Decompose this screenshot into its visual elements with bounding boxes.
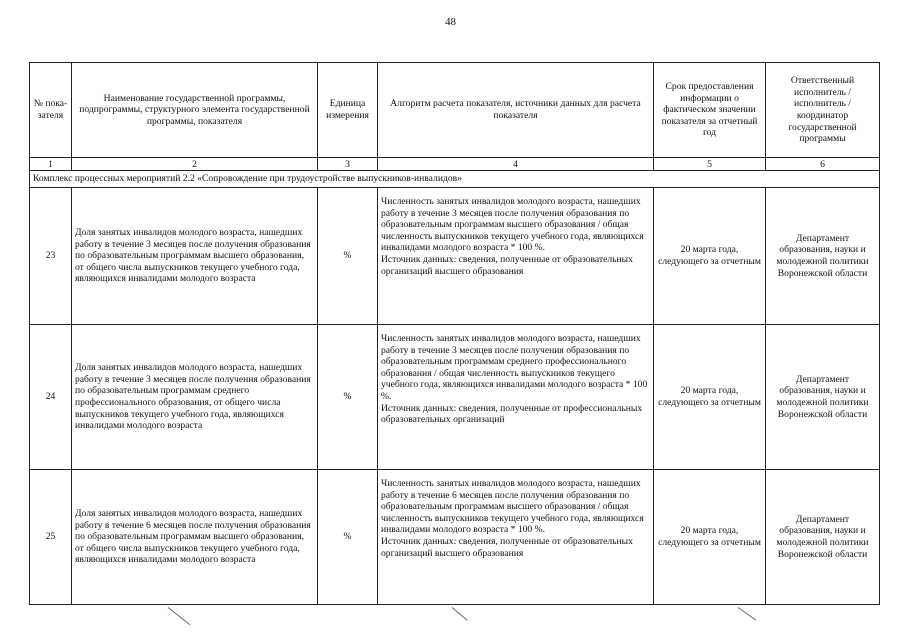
section-title: Комплекс процессных мероприятий 2.2 «Сопровождение при трудоустройстве выпускников-инвалидов» bbox=[30, 171, 880, 188]
column-header-deadline: Срок предоставления информации о фактическом значении показателя за отчетный год bbox=[654, 63, 766, 158]
indicator-unit: % bbox=[318, 325, 378, 470]
column-number: 1 bbox=[30, 158, 72, 171]
column-header-name: Наименование государственной программы, подпрограммы, структурного элемента государственной программы, показателя bbox=[72, 63, 318, 158]
column-header-responsible: Ответственный исполнитель / исполнитель / координатор государственной программы bbox=[766, 63, 880, 158]
column-number: 6 bbox=[766, 158, 880, 171]
indicator-algorithm: Численность занятых инвалидов молодого возраста, нашедших работу в течение 3 месяцев после получения образования по образовательным программам высшего образования / общая численность выпускников текущего учебного года, являющихся инвалидами молодого возраста * 100 %. bbox=[381, 196, 644, 254]
column-number: 2 bbox=[72, 158, 318, 171]
column-number: 5 bbox=[654, 158, 766, 171]
indicator-name: Доля занятых инвалидов молодого возраста, нашедших работу в течение 6 месяцев после получения образования по образовательным программам высшего образования, от общего числа выпускников текущего учебного года, являющихся инвалидами молодого возраста bbox=[72, 470, 318, 605]
indicator-algorithm-cell bbox=[378, 188, 654, 325]
column-header-unit: Единица измерения bbox=[318, 63, 378, 158]
indicator-unit: % bbox=[318, 188, 378, 325]
indicator-unit: % bbox=[318, 470, 378, 605]
table-row bbox=[30, 470, 880, 605]
scan-mark bbox=[168, 607, 191, 625]
indicator-name: Доля занятых инвалидов молодого возраста, нашедших работу в течение 3 месяцев после получения образования по образовательным программам высшего образования, от общего числа выпускников текущего учебного года, являющихся инвалидами молодого возраста bbox=[72, 188, 318, 325]
column-number: 3 bbox=[318, 158, 378, 171]
indicator-algorithm-cell bbox=[378, 470, 654, 605]
section-row bbox=[30, 171, 880, 188]
indicator-algorithm-cell bbox=[378, 325, 654, 470]
scan-mark bbox=[452, 607, 468, 621]
indicator-responsible: Департамент образования, науки и молодежной политики Воронежской области bbox=[766, 470, 880, 605]
indicator-deadline: 20 марта года, следующего за отчетным bbox=[654, 470, 766, 605]
indicator-deadline: 20 марта года, следующего за отчетным bbox=[654, 325, 766, 470]
indicator-deadline: 20 марта года, следующего за отчетным bbox=[654, 188, 766, 325]
column-header-number: № пока-зателя bbox=[30, 63, 72, 158]
header-row bbox=[30, 63, 880, 158]
table-row bbox=[30, 325, 880, 470]
column-number: 4 bbox=[378, 158, 654, 171]
indicator-algorithm: Численность занятых инвалидов молодого возраста, нашедших работу в течение 6 месяцев после получения образования по образовательным программам высшего образования / общая численность выпускников текущего учебного года, являющихся инвалидами молодого возраста * 100 %. bbox=[381, 478, 644, 536]
indicators-table bbox=[29, 62, 880, 605]
indicator-algorithm: Численность занятых инвалидов молодого возраста, нашедших работу в течение 3 месяцев после получения образования по образовательным программам среднего профессионального образования / общая численность выпускников текущего учебного года, являющихся инвалидами молодого возраста * 100 %. bbox=[381, 333, 648, 402]
indicator-responsible: Департамент образования, науки и молодежной политики Воронежской области bbox=[766, 325, 880, 470]
column-number-row bbox=[30, 158, 880, 171]
indicator-number: 24 bbox=[30, 325, 72, 470]
indicator-source: Источник данных: сведения, полученные от образовательных организаций высшего образования bbox=[381, 535, 633, 559]
table-row bbox=[30, 188, 880, 325]
column-header-algorithm: Алгоритм расчета показателя, источники данных для расчета показателя bbox=[378, 63, 654, 158]
indicator-number: 23 bbox=[30, 188, 72, 325]
scan-mark bbox=[738, 607, 757, 620]
indicator-number: 25 bbox=[30, 470, 72, 605]
indicator-source: Источник данных: сведения, полученные от образовательных организаций высшего образования bbox=[381, 253, 633, 277]
indicator-name: Доля занятых инвалидов молодого возраста, нашедших работу в течение 3 месяцев после получения образования по образовательным программам среднего профессионального образования, от общего числа выпускников текущего учебного года, являющихся инвалидами молодого возраста bbox=[72, 325, 318, 470]
indicator-responsible: Департамент образования, науки и молодежной политики Воронежской области bbox=[766, 188, 880, 325]
page-number: 48 bbox=[445, 16, 456, 28]
indicator-source: Источник данных: сведения, полученные от профессиональных образовательных организаций bbox=[381, 402, 643, 426]
